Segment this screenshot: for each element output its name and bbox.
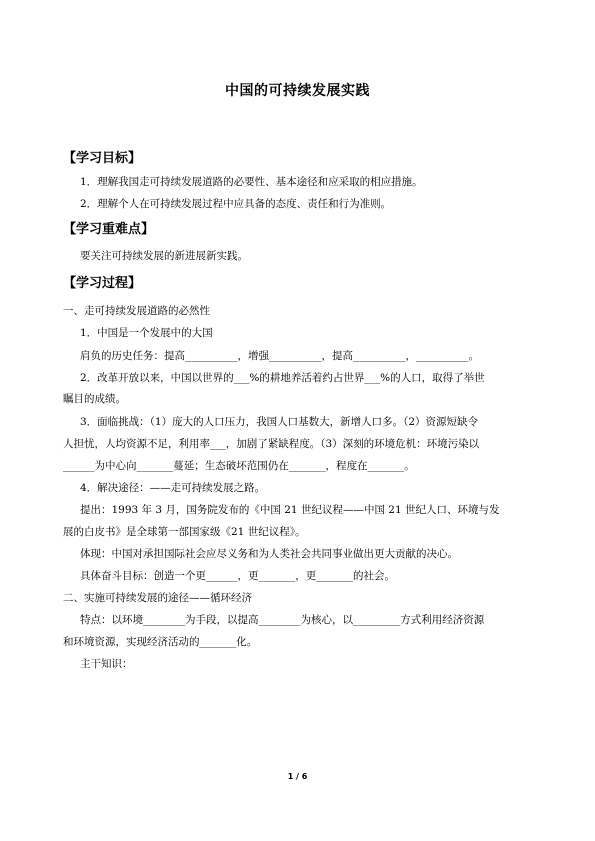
section-2-title: 二、实施可持续发展的途径——循环经济 [63, 592, 252, 604]
process-line: 展的白皮书》是全球第一部国家级《21 世纪议程》。 [63, 526, 306, 538]
process-line: 3．面临挑战：（1）庞大的人口压力，我国人口基数大，新增人口多。（2）资源短缺令 [80, 416, 479, 428]
goal-line-1: 1．理解我国走可持续发展道路的必要性、基本途径和应采取的相应措施。 [80, 176, 423, 188]
section-1-title: 一、走可持续发展道路的必然性 [63, 305, 210, 317]
key-heading: 【学习重难点】 [63, 222, 155, 237]
process-line: ______为中心向_______蔓延；生态破坏范围仍在_______，程度在_______。 [63, 460, 415, 472]
process-line: 体现：中国对承担国际社会应尽义务和为人类社会共同事业做出更大贡献的决心。 [80, 548, 458, 560]
process-line: 特点：以环境________为手段，以提高________为核心，以_________方式利用经济资源 [80, 614, 485, 626]
process-line: 提出：1993 年 3 月，国务院发布的《中国 21 世纪议程——中国 21 世纪人口、环境与发 [80, 504, 500, 516]
process-line: 1．中国是一个发展中的大国 [80, 327, 213, 339]
goals-heading: 【学习目标】 [63, 151, 142, 166]
process-heading: 【学习过程】 [63, 276, 142, 291]
process-line: 人担忧，人均资源不足，利用率___，加剧了紧缺程度。（3）深刻的环境危机：环境污染以 [63, 438, 480, 450]
page-title: 中国的可持续发展实践 [225, 83, 370, 99]
process-line: 肩负的历史任务：提高__________，增强__________，提高__________，__________。 [80, 350, 479, 362]
process-line: 主干知识： [80, 658, 133, 670]
key-text: 要关注可持续发展的新进展新实践。 [80, 250, 248, 262]
page-number: 1 / 6 [287, 772, 308, 781]
goal-line-2: 2．理解个人在可持续发展过程中应具备的态度、责任和行为准则。 [80, 198, 392, 210]
process-line: 4．解决途径：——走可持续发展之路。 [80, 482, 266, 494]
process-line: 瞩目的成绩。 [63, 393, 126, 405]
process-line: 2．改革开放以来，中国以世界的___%的耕地养活着约占世界___%的人口，取得了举世 [80, 372, 485, 384]
process-line: 具体奋斗目标：创造一个更______，更_______，更_______的社会。 [80, 570, 395, 582]
process-line: 和环境资源，实现经济活动的_______化。 [63, 636, 258, 648]
